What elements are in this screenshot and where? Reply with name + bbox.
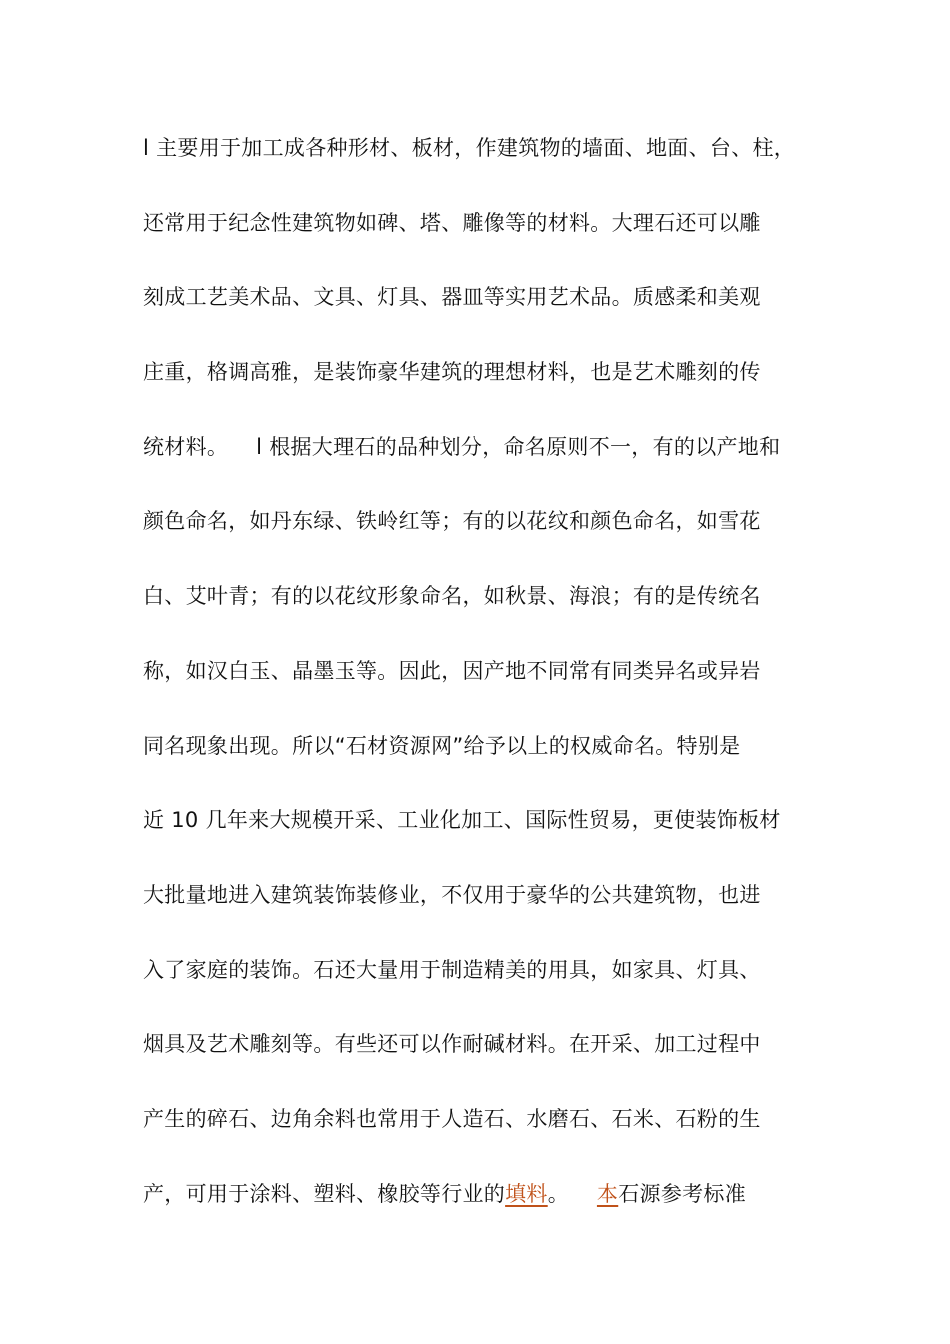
text-line: l 主要用于加工成各种形材、板材，作建筑物的墙面、地面、台、柱，: [143, 136, 796, 160]
text-line: 产生的碎石、边角余料也常用于人造石、水磨石、石米、石粉的生: [143, 1106, 761, 1131]
text-line: 称，如汉白玉、晶墨玉等。因此，因产地不同常有同类异名或异岩: [143, 658, 761, 683]
text-line: 近 10 几年来大规模开采、工业化加工、国际性贸易，更使装饰板材: [143, 808, 781, 833]
body-text: [143, 126, 823, 1246]
last-line-middle: 。: [547, 1181, 597, 1206]
filler-link[interactable]: 填料: [505, 1181, 548, 1206]
text-line: 大批量地进入建筑装饰装修业，不仅用于豪华的公共建筑物，也进: [143, 882, 761, 907]
text-line: 统材料。 l 根据大理石的品种划分，命名原则不一，有的以产地和: [143, 434, 781, 459]
text-line: 同名现象出现。所以“石材资源网”给予以上的权威命名。特别是: [143, 733, 741, 758]
text-line: 还常用于纪念性建筑物如碑、塔、雕像等的材料。大理石还可以雕: [143, 210, 761, 235]
text-line-last: [143, 1172, 823, 1247]
text-line: 白、艾叶青；有的以花纹形象命名，如秋景、海浪；有的是传统名: [143, 584, 761, 609]
last-line-prefix: 产，可用于涂料、塑料、橡胶等行业的: [143, 1181, 506, 1206]
text-line: 入了家庭的装饰。石还大量用于制造精美的用具，如家具、灯具、: [143, 957, 761, 982]
text-line: 烟具及艺术雕刻等。有些还可以作耐碱材料。在开采、加工过程中: [143, 1032, 761, 1057]
last-line-suffix: 石源参考标准: [618, 1181, 747, 1206]
text-line: 刻成工艺美术品、文具、灯具、器皿等实用艺术品。质感柔和美观: [143, 285, 761, 310]
text-line: 颜色命名，如丹东绿、铁岭红等；有的以花纹和颜色命名，如雪花: [143, 509, 761, 534]
text-line: 庄重，格调高雅，是装饰豪华建筑的理想材料，也是艺术雕刻的传: [143, 360, 761, 385]
source-link[interactable]: 本: [596, 1181, 619, 1206]
